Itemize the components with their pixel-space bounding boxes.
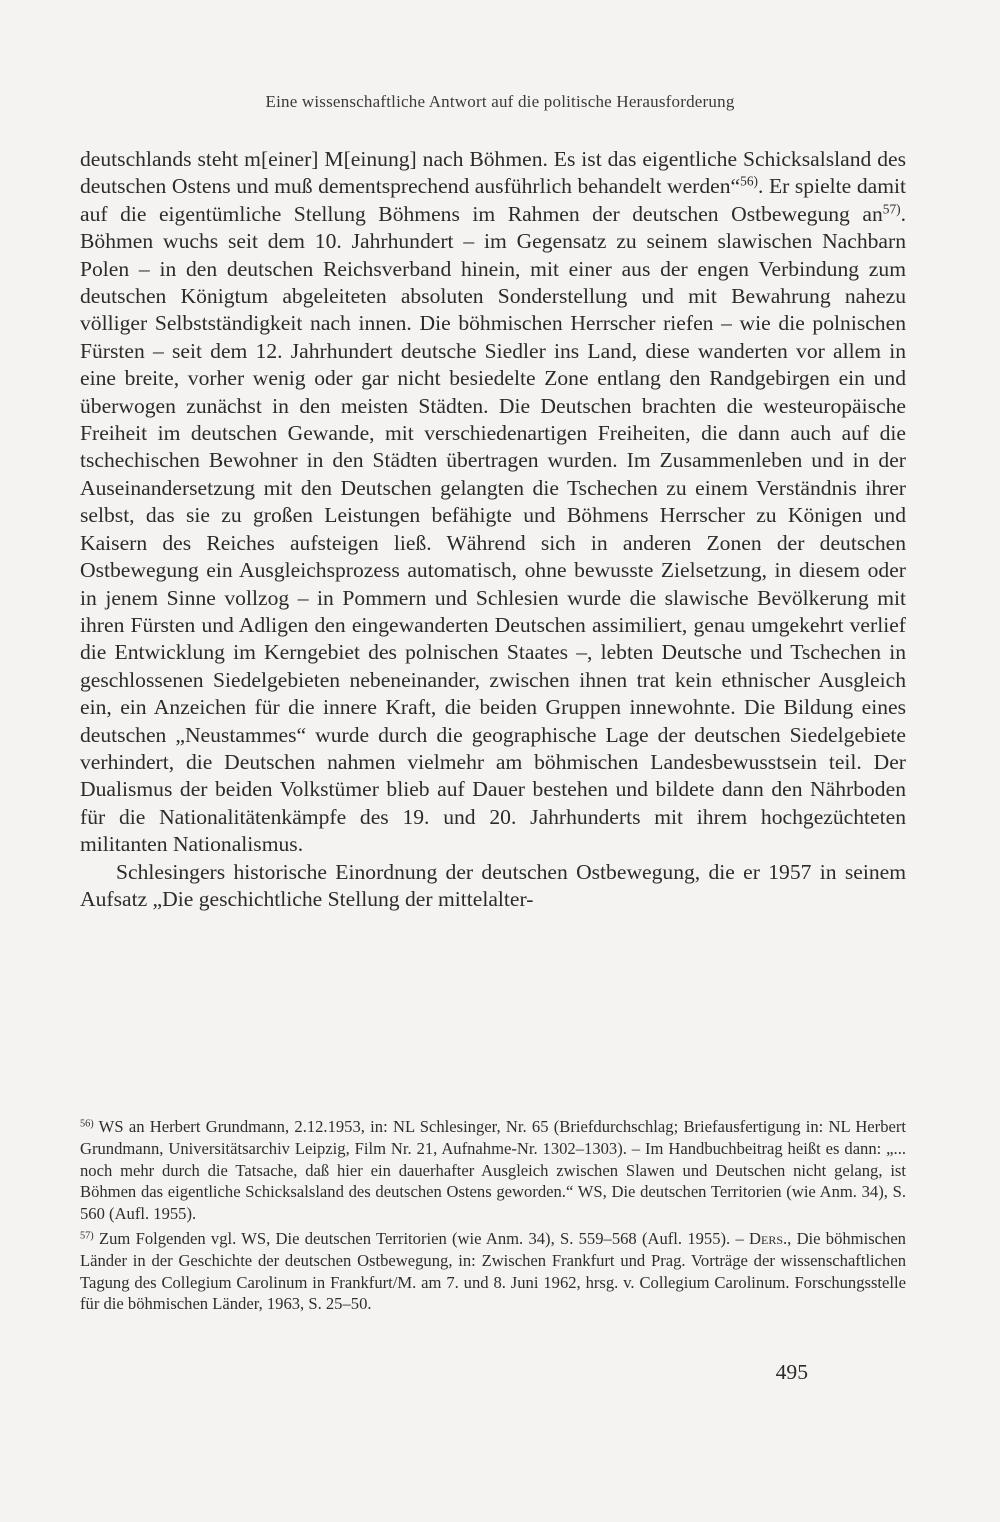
paragraph-2: Schlesingers historische Einordnung der deutschen Ostbewegung, die er 1957 in seinem Aufsatz „Die geschichtliche Stellung der mittelalter- — [80, 859, 906, 911]
footnote-marker-57: 57) — [80, 1230, 94, 1242]
paragraph-1-text-c: . Böhmen wuchs seit dem 10. Jahrhundert – im Gegensatz zu seinem slawischen Nachbarn Polen – in den deutschen Reichsverband hinein, mit einer aus der engen Verbindung zum deutschen Königtum abgeleiteten absoluten Sonderstellung und mit Bewahrung nahezu völliger Selbstständigkeit nach innen. Die böhmischen Herrscher riefen – wie die polnischen Fürsten – seit dem 12. Jahrhundert deutsche Siedler ins Land, diese wanderten vor allem in eine breite, vorher wenig oder gar nicht besiedelte Zone entlang den Randgebirgen ein und überwogen zunächst in den meisten Städten. Die Deutschen brachten die westeuropäische Freiheit im deutschen Gewande, mit verschiedenartigen Freiheiten, die dann auch auf die tschechischen Bewohner in den Städten übertragen wurden. Im Zusammenleben und in der Auseinandersetzung mit den Deutschen gelangten die Tschechen zu einem Verständnis ihrer selbst, das sie zu großen Leistungen befähigte und Böhmens Herrscher zu Königen und Kaisern des Reiches aufsteigen ließ. Während sich in anderen Zonen der deutschen Ostbewegung ein Ausgleichsprozess automatisch, ohne bewusste Zielsetzung, in diesem oder in jenem Sinne vollzog – in Pommern und Schlesien wurde die slawische Bevölkerung mit ihren Fürsten und Adligen den eingewanderten Deutschen assimiliert, genau umgekehrt verlief die Entwicklung im Kerngebiet des polnischen Staates –, lebten Deutsche und Tschechen in geschlossenen Siedelgebieten nebeneinander, zwischen ihnen trat kein ethnischer Ausgleich ein, ein Anzeichen für die innere Kraft, die beiden Gruppen innewohnte. Die Bildung eines deutschen „Neustammes“ wurde durch die geographische Lage der deutschen Siedelgebiete verhindert, die Deutschen nahmen vielmehr am böhmischen Landesbewusstsein teil. Der Dualismus der beiden Volkstümer blieb auf Dauer bestehen und bildete dann den Nährboden für die Nationalitätenkämpfe des 19. und 20. Jahrhunderts mit ihrem hochgezüchteten militanten Nationalismus. — [80, 201, 906, 857]
footnotes — [80, 1116, 906, 1318]
footnote-marker-56: 56) — [80, 1118, 94, 1130]
footnote-ref-56[interactable]: 56) — [740, 174, 758, 190]
body-text — [80, 146, 906, 913]
footnote-57 — [80, 1228, 906, 1315]
footnote-56-text: WS an Herbert Grundmann, 2.12.1953, in: NL Schlesinger, Nr. 65 (Briefdurchschlag; Briefausfertigung in: NL Herbert Grundmann, Universitätsarchiv Leipzig, Film Nr. 21, Aufnahme-Nr. 1302–1303). – Im Handbuchbeitrag heißt es dann: „... noch mehr durch die Tatsache, daß hier ein dauerhafter Ausgleich zwischen Slawen und Deutschen nicht gelang, ist Böhmen das eigentliche Schicksalsland des deutschen Ostens geworden.“ WS, Die deutschen Territorien (wie Anm. 34), S. 560 (Aufl. 1955). — [80, 1117, 906, 1224]
paragraph-1-text-a: deutschlands steht m[einer] M[einung] nach Böhmen. Es ist das eigentliche Schicksalsland des deutschen Ostens und muß dementsprechend ausführlich behandelt werden“ — [80, 147, 906, 199]
footnote-57-text-a: Zum Folgenden vgl. WS, Die deutschen Territorien (wie Anm. 34), S. 559–568 (Aufl. 1955). – — [93, 1228, 750, 1248]
footnote-57-text-b: , Die böhmischen Länder in der Geschichte der deutschen Ostbewegung, in: Zwischen Frankfurt und Prag. Vorträge der wissenschaftlichen Tagung des Collegium Carolinum in Frankfurt/M. am 7. und 8. Juni 1962, hrsg. v. Collegium Carolinum. Forschungsstelle für die böhmischen Länder, 1963, S. 25–50. — [80, 1228, 906, 1314]
page-number: 495 — [775, 1360, 808, 1384]
running-head: Eine wissenschaftliche Antwort auf die politische Herausforderung — [265, 92, 735, 111]
paragraph-1 — [80, 146, 906, 859]
footnote-56 — [80, 1116, 906, 1225]
footnote-57-ders: Ders. — [749, 1228, 788, 1248]
footnote-ref-57[interactable]: 57) — [882, 201, 901, 217]
paragraph-1-text-b: . Er spielte damit auf die eigentümliche Stellung Böhmens im Rahmen der deutschen Ostbewegung an — [80, 174, 906, 226]
